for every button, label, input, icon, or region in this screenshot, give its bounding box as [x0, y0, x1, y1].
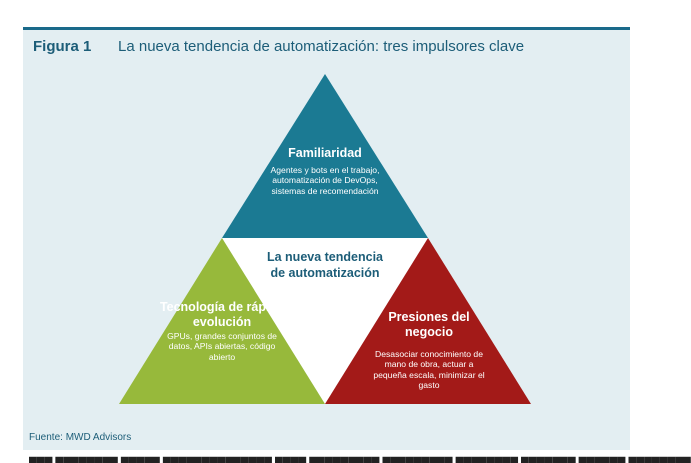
figure-title: La nueva tendencia de automatización: tres impulsores clave — [118, 38, 525, 55]
familiaridad-description: Agentes y bots en el trabajo, automatización de DevOps, sistemas de recomendación — [270, 165, 380, 196]
presiones-title: Presiones del negocio — [388, 310, 470, 339]
familiaridad-title: Familiaridad — [288, 146, 362, 160]
tecnologia-title: Tecnología de rápida evolución — [159, 300, 285, 329]
tecnologia-text — [158, 300, 286, 362]
familiaridad-text — [268, 146, 382, 196]
figure-label: Figura 1 — [33, 38, 92, 55]
presiones-text — [368, 310, 490, 390]
tecnologia-description: GPUs, grandes conjuntos de datos, APIs abiertas, código abierto — [167, 331, 277, 362]
presiones-description: Desasociar conocimiento de mano de obra, actuar a pequeña escala, minimizar el gasto — [373, 349, 485, 390]
center-label: La nueva tendencia de automatización — [266, 250, 383, 280]
source-note: Fuente: MWD Advisors — [29, 432, 132, 443]
cut-off-text-line: ▄▄▄ ▄▄▄▄▄▄▄▄ ▄▄▄▄▄ ▄▄▄▄▄▄▄▄▄▄▄▄▄▄ ▄▄▄▄ ▄▄▄▄▄▄▄▄▄ ▄▄▄▄▄▄▄▄▄ ▄▄▄▄▄▄▄▄ ▄▄▄▄▄▄▄ ▄▄▄▄▄▄ ▄▄▄▄▄▄▄▄ — [29, 451, 691, 463]
